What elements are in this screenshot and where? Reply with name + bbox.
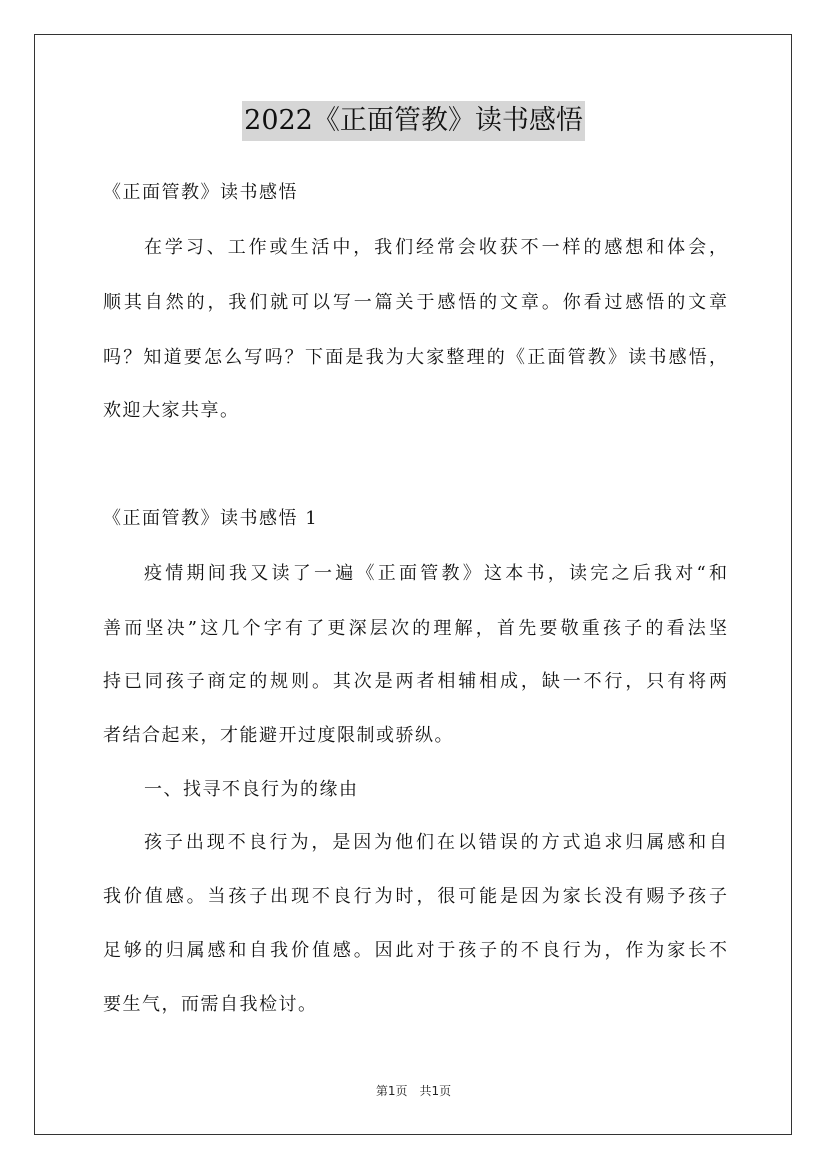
paragraph-line: 在学习、工作或生活中，我们经常会收获不一样的感想和体会， bbox=[144, 237, 727, 258]
title-container bbox=[0, 101, 827, 141]
paragraph-line: 我价值感。当孩子出现不良行为时，很可能是因为家长没有赐予孩子 bbox=[103, 886, 727, 907]
section-heading: 《正面管教》读书感悟 bbox=[103, 182, 298, 203]
paragraph-line: 持已同孩子商定的规则。其次是两者相辅相成，缺一不行，只有将两 bbox=[103, 671, 727, 692]
paragraph-line: 疫情期间我又读了一遍《正面管教》这本书，读完之后我对“和 bbox=[144, 563, 727, 584]
paragraph-line: 欢迎大家共享。 bbox=[103, 400, 240, 421]
paragraph-line: 吗？知道要怎么写吗？下面是我为大家整理的《正面管教》读书感悟， bbox=[103, 347, 727, 368]
paragraph-line: 要生气，而需自我检讨。 bbox=[103, 994, 318, 1015]
paragraph-line: 孩子出现不良行为，是因为他们在以错误的方式追求归属感和自 bbox=[144, 832, 727, 853]
section-heading: 《正面管教》读书感悟 1 bbox=[103, 508, 319, 529]
paragraph-line: 善而坚决”这几个字有了更深层次的理解，首先要敬重孩子的看法坚 bbox=[103, 618, 727, 639]
page-number-footer: 第1页 共1页 bbox=[375, 1084, 452, 1098]
document-title: 2022《正面管教》读书感悟 bbox=[242, 101, 585, 141]
subsection-heading: 一、找寻不良行为的缘由 bbox=[144, 779, 359, 800]
paragraph-line: 者结合起来，才能避开过度限制或骄纵。 bbox=[103, 725, 454, 746]
paragraph-line: 足够的归属感和自我价值感。因此对于孩子的不良行为，作为家长不 bbox=[103, 940, 727, 961]
paragraph-line: 顺其自然的，我们就可以写一篇关于感悟的文章。你看过感悟的文章 bbox=[103, 292, 727, 313]
